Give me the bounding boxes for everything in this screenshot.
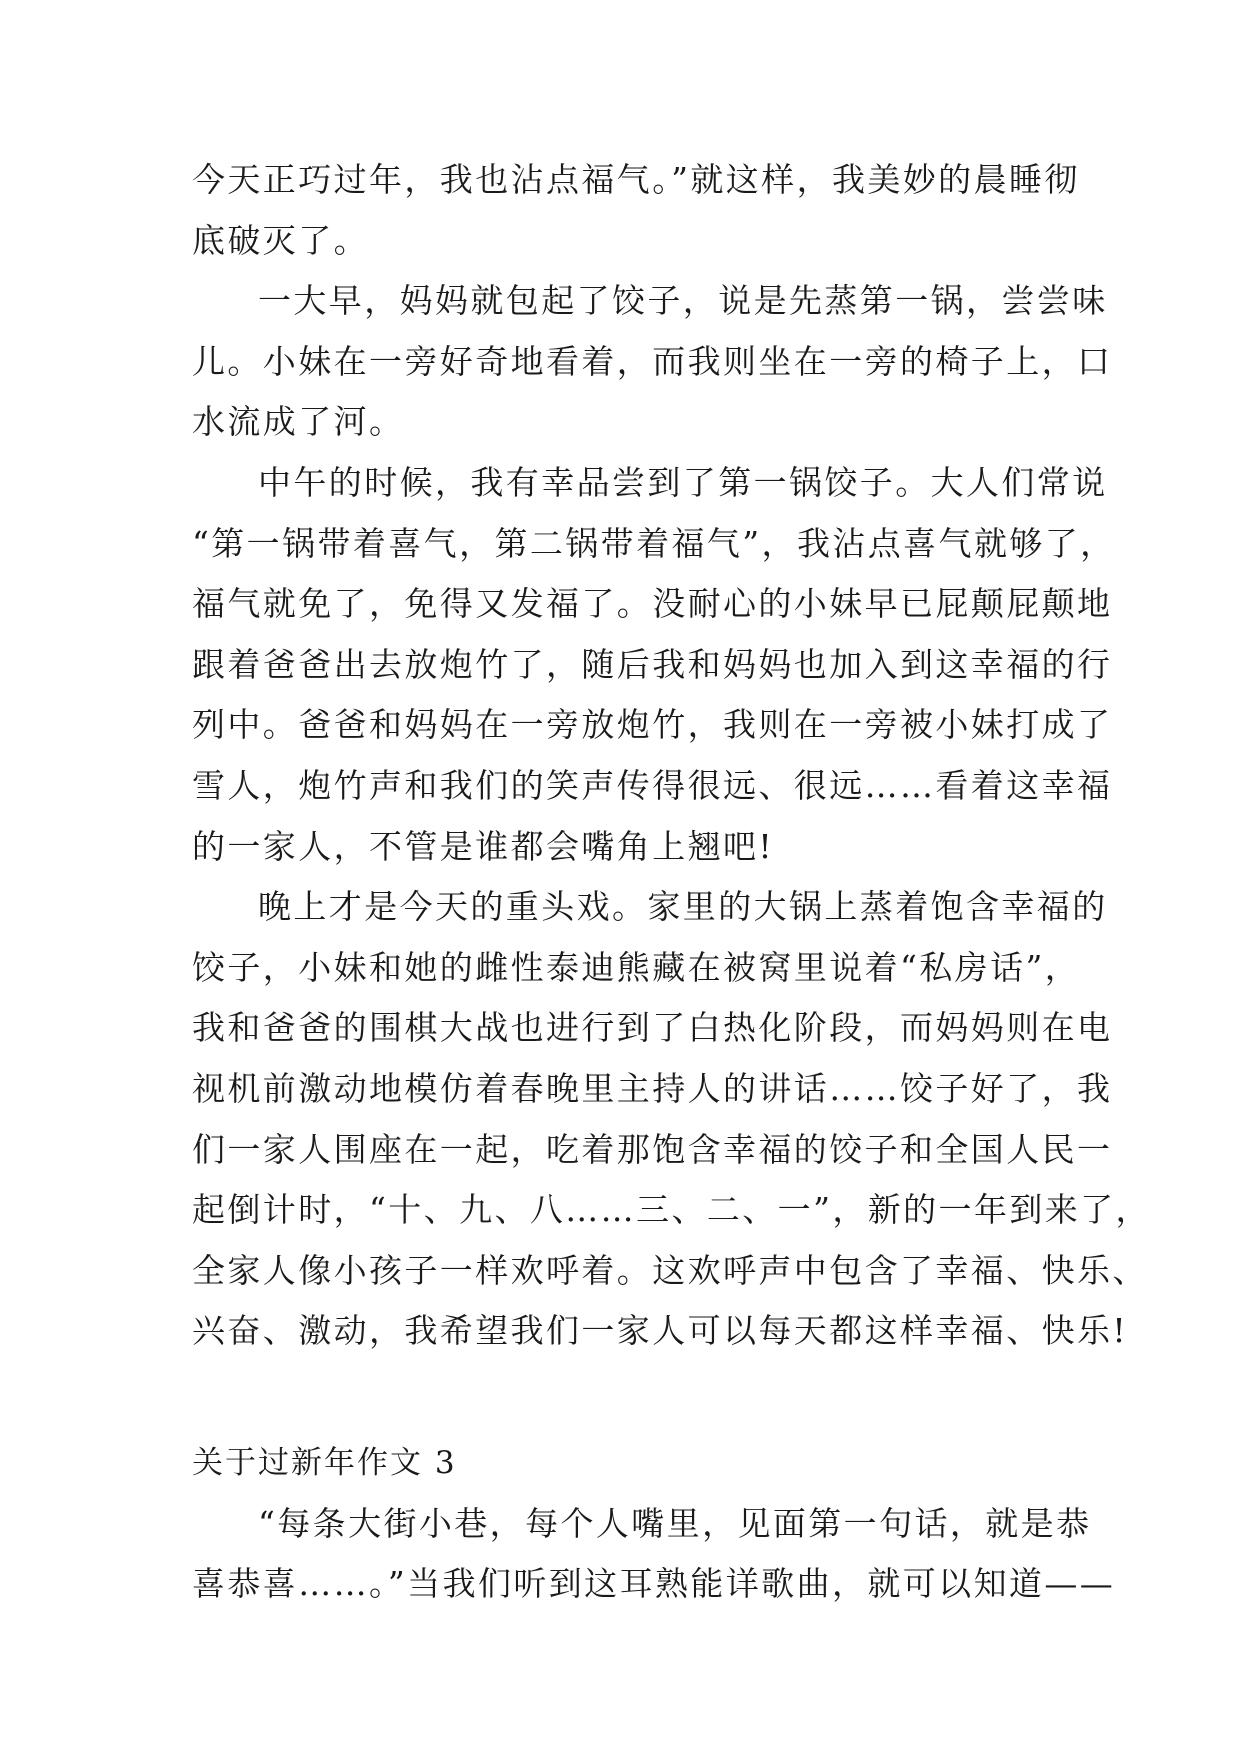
section-heading: 关于过新年作文 3 (192, 1444, 457, 1481)
text-line: 今天正巧过年，我也沾点福气。”就这样，我美妙的晨睡彻 (192, 160, 1080, 199)
text-line: 全家人像小孩子一样欢呼着。这欢呼声中包含了幸福、快乐、 (192, 1250, 1148, 1290)
paragraph-start-line: “每条大街小巷，每个人嘴里，见面第一句话，就是恭 (258, 1503, 1092, 1543)
text-line: “第一锅带着喜气，第二锅带着福气”，我沾点喜气就够了， (192, 523, 1116, 563)
text-line: 饺子，小妹和她的雌性泰迪熊藏在被窝里说着“私房话”， (192, 947, 1081, 987)
paragraph-start-line: 中午的时候，我有幸品尝到了第一锅饺子。大人们常说 (258, 462, 1108, 502)
text-line: 底破灭了。 (192, 220, 369, 260)
text-line: 兴奋、激动，我希望我们一家人可以每天都这样幸福、快乐! (192, 1311, 1129, 1351)
text-line: 跟着爸爸出去放炮竹了，随后我和妈妈也加入到这幸福的行 (192, 644, 1113, 684)
text-line: 们一家人围座在一起，吃着那饱含幸福的饺子和全国人民一 (192, 1129, 1113, 1169)
text-line: 儿。小妹在一旁好奇地看着，而我则坐在一旁的椅子上，口 (192, 341, 1113, 381)
section-gap (192, 1362, 1052, 1422)
text-line: 雪人，炮竹声和我们的笑声传得很远、很远……看着这幸福 (192, 765, 1113, 805)
text-line: 的一家人，不管是谁都会嘴角上翘吧! (192, 826, 775, 866)
text-line: 起倒计时，“十、九、八……三、二、一”，新的一年到来了， (192, 1190, 1151, 1230)
text-line: 视机前激动地模仿着春晚里主持人的讲话……饺子好了，我 (192, 1068, 1113, 1108)
text-line: 喜恭喜……。”当我们听到这耳熟能详歌曲，就可以知道—— (192, 1564, 1116, 1604)
document-page (192, 150, 1151, 1615)
text-line: 水流成了河。 (192, 402, 405, 442)
text-line: 我和爸爸的围棋大战也进行到了白热化阶段，而妈妈则在电 (192, 1008, 1113, 1048)
text-line: 列中。爸爸和妈妈在一旁放炮竹，我则在一旁被小妹打成了 (192, 705, 1113, 745)
paragraph-start-line: 晚上才是今天的重头戏。家里的大锅上蒸着饱含幸福的 (258, 887, 1108, 927)
paragraph-start-line: 一大早，妈妈就包起了饺子，说是先蒸第一锅，尝尝味 (258, 281, 1108, 321)
text-line: 福气就免了，免得又发福了。没耐心的小妹早已屁颠屁颠地 (192, 584, 1113, 624)
